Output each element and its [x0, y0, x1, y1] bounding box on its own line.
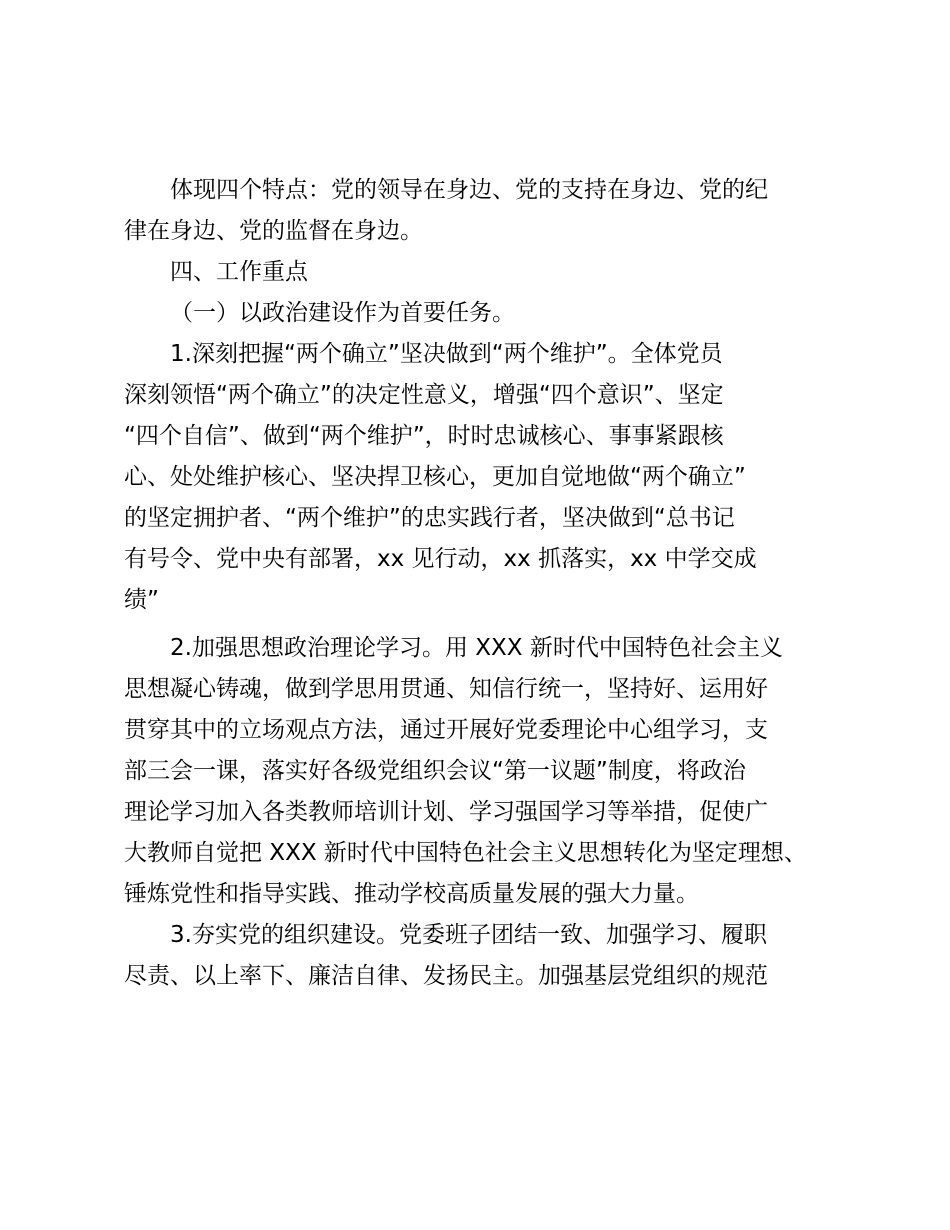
- section-heading: 四、工作重点: [170, 259, 308, 285]
- paragraph-line: 部三会一课，落实好各级党组织会议“第一议题”制度，将政治: [124, 758, 746, 784]
- paragraph-line: “四个自信”、做到“两个维护”，时时忠诚核心、事事紧跟核: [124, 423, 724, 449]
- paragraph-line: 绩”: [124, 587, 159, 613]
- paragraph-line: 1.深刻把握“两个确立”坚决做到“两个维护”。全体党员: [170, 341, 723, 367]
- paragraph-line: 思想凝心铸魂，做到学思用贯通、知信行统一，坚持好、运用好: [124, 676, 768, 702]
- paragraph-line: 大教师自觉把 XXX 新时代中国特色社会主义思想转化为坚定理想、: [124, 840, 807, 866]
- paragraph-line: 体现四个特点：党的领导在身边、党的支持在身边、党的纪: [170, 177, 768, 203]
- paragraph-line: 有号令、党中央有部署，xx 见行动，xx 抓落实，xx 中学交成: [124, 546, 757, 572]
- paragraph-line: 律在身边、党的监督在身边。: [124, 218, 423, 244]
- paragraph-line: 深刻领悟“两个确立”的决定性意义，增强“四个意识”、坚定: [124, 382, 724, 408]
- paragraph-line: 2.加强思想政治理论学习。用 XXX 新时代中国特色社会主义: [170, 635, 783, 661]
- paragraph-line: 3.夯实党的组织建设。党委班子团结一致、加强学习、履职: [170, 922, 767, 948]
- paragraph-line: 锤炼党性和指导实践、推动学校高质量发展的强大力量。: [124, 881, 699, 907]
- paragraph-line: 理论学习加入各类教师培训计划、学习强国学习等举措，促使广: [124, 799, 768, 825]
- paragraph-line: 尽责、以上率下、廉洁自律、发扬民主。加强基层党组织的规范: [124, 963, 768, 989]
- subsection-heading: （一）以政治建设作为首要任务。: [170, 300, 515, 326]
- paragraph-line: 的坚定拥护者、“两个维护”的忠实践行者，坚决做到“总书记: [124, 505, 735, 531]
- paragraph-line: 贯穿其中的立场观点方法，通过开展好党委理论中心组学习，支: [124, 717, 768, 743]
- paragraph-line: 心、处处维护核心、坚决捍卫核心，更加自觉地做“两个确立”: [124, 464, 746, 490]
- document-body: [124, 170, 824, 997]
